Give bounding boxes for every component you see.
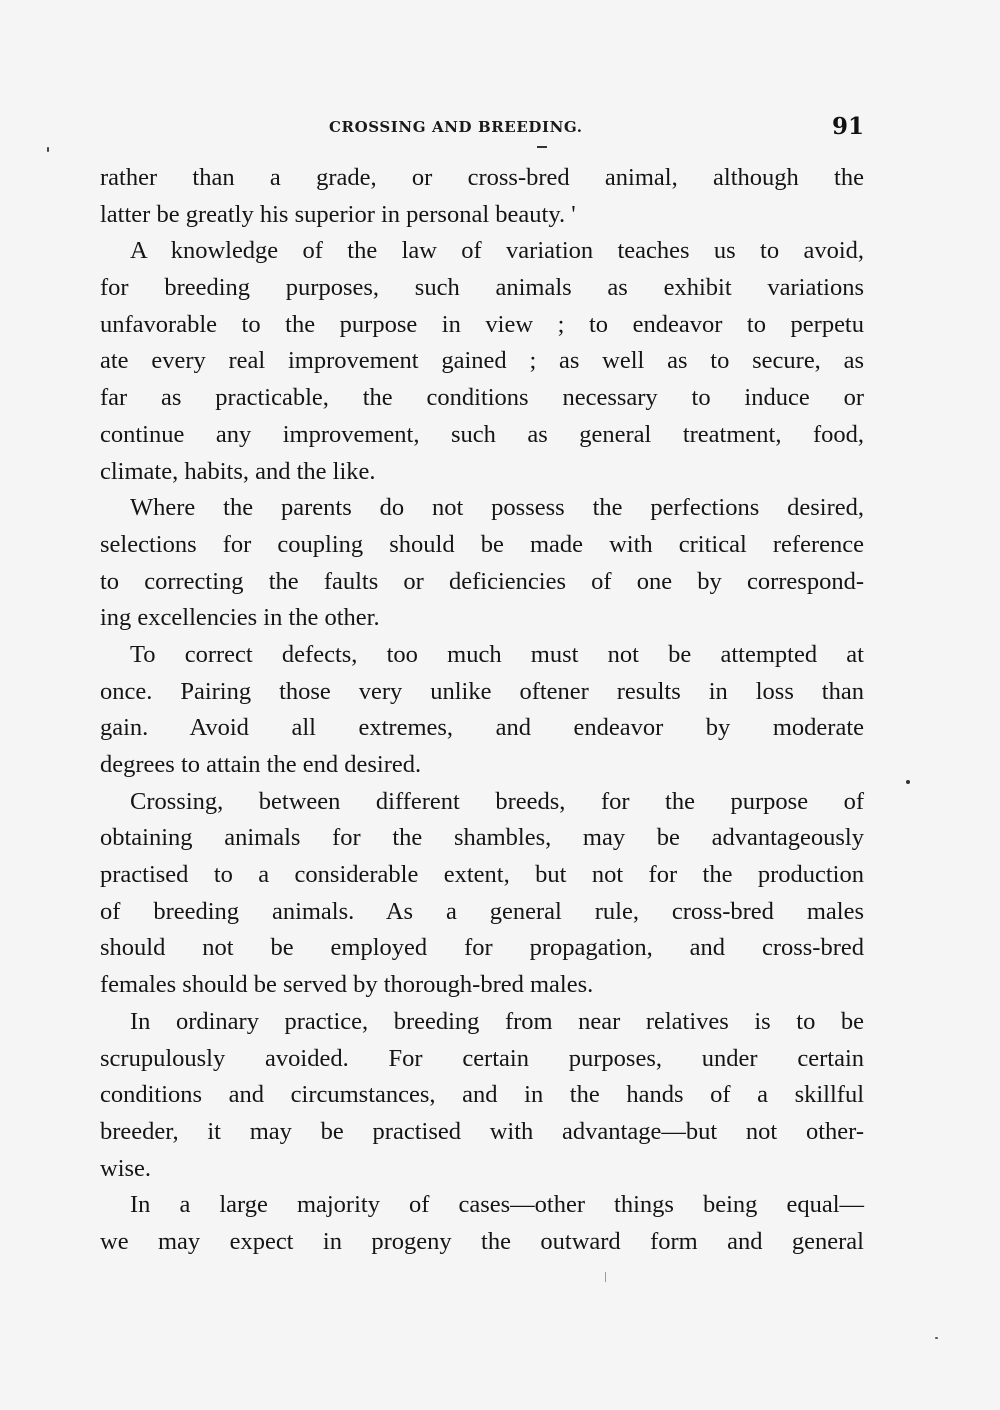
scan-speck (47, 147, 49, 152)
text-line: to correcting the faults or deficiencies of one by correspond- (100, 567, 864, 595)
text-line: should not be employed for propagation, and cross-bred (100, 934, 864, 962)
paragraph (100, 637, 864, 784)
paragraph (100, 1004, 864, 1187)
text-line: for breeding purposes, such animals as exhibit variations (100, 274, 864, 302)
text-line: of breeding animals. As a general rule, cross-bred males (100, 897, 864, 925)
scan-speck (605, 1272, 606, 1282)
text-line: unfavorable to the purpose in view ; to endeavor to perpetu (100, 310, 864, 338)
text-line: In ordinary practice, breeding from near relatives is to be (130, 1007, 864, 1035)
paragraph (100, 784, 864, 1004)
text-line: degrees to attain the end desired. (100, 751, 422, 778)
text-line: females should be served by thorough-bred males. (100, 971, 594, 999)
text-line: ing excellencies in the other. (100, 604, 380, 632)
scan-speck (935, 1337, 938, 1339)
text-line: rather than a grade, or cross-bred animal, although the (100, 164, 864, 191)
text-line: Crossing, between different breeds, for the purpose of (130, 787, 864, 815)
text-line: once. Pairing those very unlike oftener results in loss than (100, 677, 864, 705)
body-text (100, 160, 864, 1261)
text-line: climate, habits, and the like. (100, 457, 376, 485)
text-line: To correct defects, too much must not be attempted at (130, 640, 864, 668)
text-line: latter be greatly his superior in personal beauty. ' (100, 200, 576, 228)
text-line: we may expect in progeny the outward form and general (100, 1227, 864, 1255)
text-line: In a large majority of cases—other things being equal— (130, 1191, 864, 1219)
text-line: wise. (100, 1154, 152, 1182)
page-number: 91 (831, 113, 864, 140)
paragraph (100, 490, 864, 637)
text-line: A knowledge of the law of variation teaches us to avoid, (130, 237, 864, 265)
paragraph (100, 1187, 864, 1260)
text-line: far as practicable, the conditions necessary to induce or (100, 384, 864, 412)
paragraph (100, 160, 864, 233)
text-line: gain. Avoid all extremes, and endeavor by moderate (100, 714, 864, 742)
text-line: continue any improvement, such as general treatment, food, (100, 420, 864, 448)
text-line: scrupulously avoided. For certain purposes, under certain (100, 1044, 864, 1072)
text-line: breeder, it may be practised with advantage—but not other- (100, 1117, 864, 1145)
text-line: selections for coupling should be made with critical reference (100, 530, 864, 558)
text-line: ate every real improvement gained ; as well as to secure, as (100, 347, 864, 375)
text-line: obtaining animals for the shambles, may be advantageously (100, 824, 864, 852)
paragraph (100, 233, 864, 490)
scan-speck (537, 146, 547, 148)
text-line: practised to a considerable extent, but not for the production (100, 861, 864, 889)
text-line: conditions and circumstances, and in the hands of a skillful (100, 1081, 864, 1109)
running-head (100, 113, 864, 143)
running-title: CROSSING AND BREEDING. (329, 118, 583, 136)
text-line: Where the parents do not possess the perfections desired, (130, 494, 864, 522)
scan-speck (906, 780, 910, 784)
